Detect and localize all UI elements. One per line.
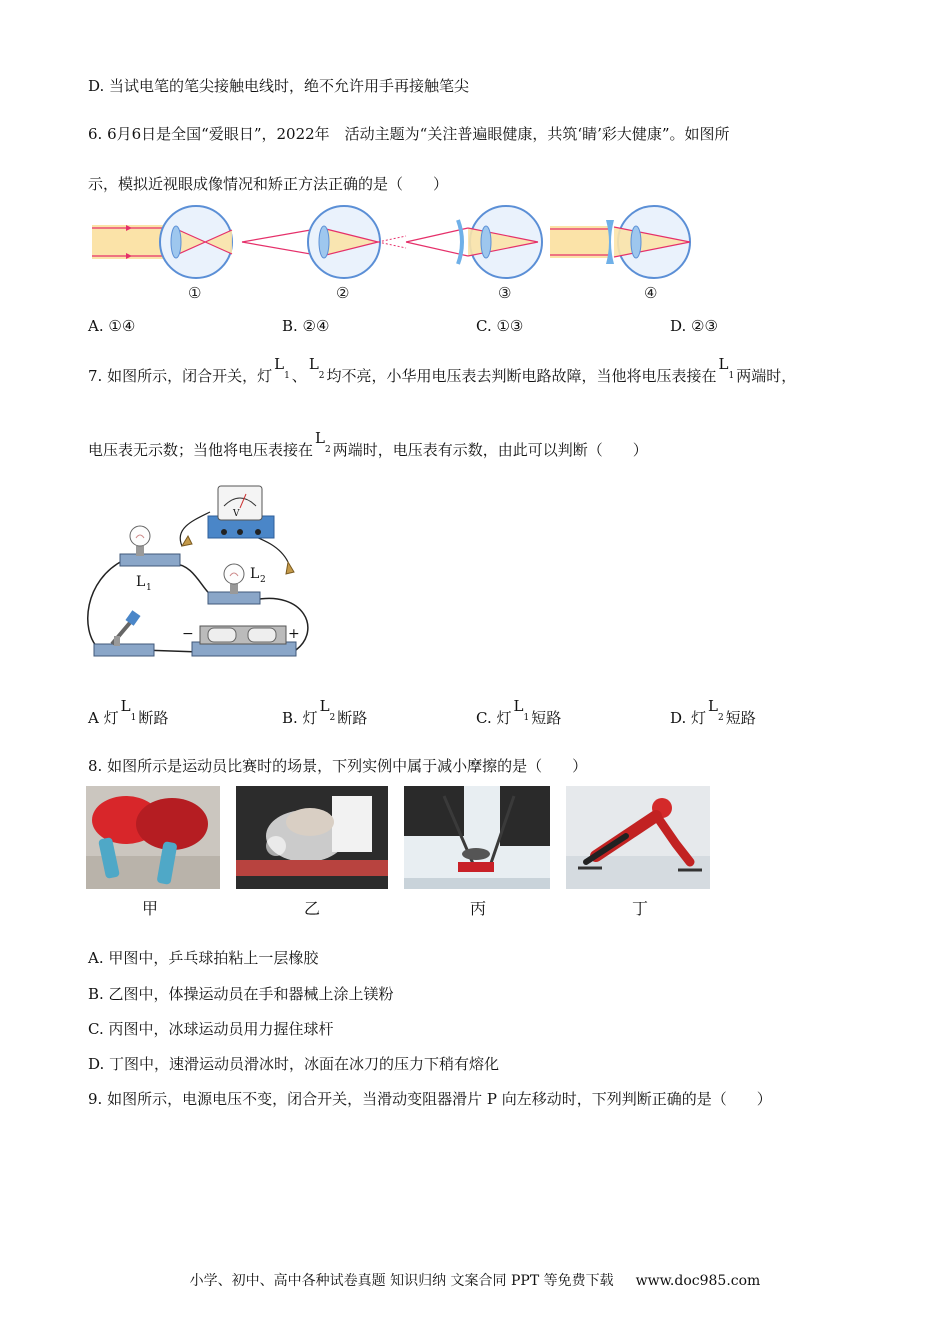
symbol-letter: L bbox=[315, 429, 325, 447]
battery bbox=[192, 626, 296, 656]
symbol-subscript: 1 bbox=[523, 713, 530, 723]
option-text: 断路 bbox=[337, 709, 368, 727]
q6-option-b: B. ②④ bbox=[282, 317, 330, 335]
lamp-l1-letter: L bbox=[136, 574, 146, 590]
symbol-subscript: 1 bbox=[284, 371, 290, 381]
q9-stem: 9. 如图所示，电源电压不变，闭合开关，当滑动变阻器滑片 P 向左移动时，下列判断正确的是（ ） bbox=[88, 1090, 772, 1108]
photo-yi-gymnast-hands bbox=[236, 786, 388, 889]
option-text: C. 灯 bbox=[476, 709, 512, 727]
eye-label-2: ② bbox=[336, 284, 350, 302]
option-text: 断路 bbox=[138, 709, 169, 727]
symbol-subscript: 2 bbox=[329, 713, 336, 723]
footer-url[interactable]: www.doc985.com bbox=[635, 1273, 761, 1289]
option-text: 短路 bbox=[531, 709, 562, 727]
battery-plus: + bbox=[288, 626, 300, 642]
symbol-letter: L bbox=[708, 697, 718, 715]
q7-option-b bbox=[282, 697, 368, 731]
eye-diagram-1 bbox=[92, 206, 232, 278]
eye-label-3: ③ bbox=[498, 284, 512, 302]
eye-label-4: ④ bbox=[644, 284, 658, 302]
symbol-letter: L bbox=[308, 355, 319, 373]
eye-diagram-4 bbox=[550, 206, 690, 278]
q8-option-b: B. 乙图中，体操运动员在手和器械上涂上镁粉 bbox=[88, 985, 394, 1003]
q7-text: 两端时， bbox=[736, 367, 797, 385]
symbol-l1 bbox=[274, 355, 290, 389]
q6-option-a: A. ①④ bbox=[88, 317, 136, 335]
q5-option-d: D. 当试电笔的笔尖接触电线时，绝不允许用手再接触笔尖 bbox=[88, 77, 470, 95]
q7-stem-line2 bbox=[88, 429, 648, 463]
q6-stem-line1: 6. 6月6日是全国“爱眼日”，2022年 活动主题为“关注普遍眼健康，共筑‘睛’彩大健康”。如图所 bbox=[88, 125, 730, 143]
q7-text: 两端时，电压表有示数，由此可以判断（ ） bbox=[332, 441, 648, 459]
symbol-l1 bbox=[718, 355, 735, 389]
symbol-subscript: 2 bbox=[718, 713, 724, 723]
eye-diagram-3 bbox=[406, 206, 542, 278]
option-text: 短路 bbox=[725, 709, 756, 727]
symbol-subscript: 2 bbox=[324, 445, 331, 455]
symbol-subscript: 2 bbox=[318, 371, 325, 381]
circuit-figure bbox=[84, 480, 324, 666]
q7-option-d bbox=[670, 697, 756, 731]
voltmeter-letter: V bbox=[233, 509, 240, 519]
lamp-l1-subscript: 1 bbox=[146, 583, 152, 593]
option-text: A 灯 bbox=[88, 709, 119, 727]
photo-caption-jia: 甲 bbox=[141, 899, 158, 918]
symbol-l2 bbox=[319, 697, 336, 731]
q7-stem-line1 bbox=[88, 355, 797, 389]
footer-text: 小学、初中、高中各种试卷真题 知识归纳 文案合同 PPT 等免费下载 bbox=[189, 1273, 614, 1289]
symbol-letter: L bbox=[513, 697, 524, 715]
q7-text: 均不亮，小华用电压表去判断电路故障，当他将电压表接在 bbox=[326, 367, 717, 385]
symbol-l2 bbox=[315, 429, 331, 463]
symbol-l2 bbox=[708, 697, 724, 731]
option-text: B. 灯 bbox=[282, 709, 318, 727]
q7-text: 电压表无示数；当他将电压表接在 bbox=[88, 441, 314, 459]
lamp-l1 bbox=[120, 526, 180, 566]
q8-option-a: A. 甲图中，乒乓球拍粘上一层橡胶 bbox=[88, 949, 319, 967]
voltmeter bbox=[208, 486, 274, 538]
symbol-letter: L bbox=[120, 697, 131, 715]
q6-stem-line2: 示，模拟近视眼成像情况和矫正方法正确的是（ ） bbox=[88, 175, 449, 193]
battery-minus: − bbox=[182, 626, 194, 642]
eye-label-1: ① bbox=[188, 284, 202, 302]
symbol-l1 bbox=[120, 697, 137, 731]
q8-stem: 8. 如图所示是运动员比赛时的场景，下列实例中属于减小摩擦的是（ ） bbox=[88, 757, 588, 775]
symbol-subscript: 1 bbox=[728, 371, 735, 381]
eye-diagram-2 bbox=[242, 206, 406, 278]
photo-ding-speed-skater bbox=[566, 786, 710, 889]
lamp-l2-subscript: 2 bbox=[260, 575, 266, 585]
q7-text: 7. 如图所示，闭合开关，灯 bbox=[88, 367, 273, 385]
lamp-l2-letter: L bbox=[250, 566, 260, 582]
q6-option-d: D. ②③ bbox=[670, 317, 718, 335]
q8-option-d: D. 丁图中，速滑运动员滑冰时，冰面在冰刀的压力下稍有熔化 bbox=[88, 1055, 500, 1073]
photo-caption-ding: 丁 bbox=[631, 899, 648, 918]
symbol-l2 bbox=[308, 355, 325, 389]
photo-bing-curling bbox=[404, 786, 550, 889]
eye-figure bbox=[86, 200, 706, 308]
q7-option-a bbox=[88, 697, 169, 731]
symbol-subscript: 1 bbox=[130, 713, 137, 723]
photo-jia-paddles bbox=[86, 786, 220, 889]
q6-option-c: C. ①③ bbox=[476, 317, 524, 335]
symbol-letter: L bbox=[274, 355, 285, 373]
page-footer bbox=[0, 1270, 950, 1290]
q7-option-c bbox=[476, 697, 562, 731]
symbol-l1 bbox=[513, 697, 530, 731]
q8-option-c: C. 丙图中，冰球运动员用力握住球杆 bbox=[88, 1020, 334, 1038]
q7-text: 、 bbox=[291, 367, 307, 385]
switch bbox=[94, 610, 154, 656]
photo-caption-bing: 丙 bbox=[469, 899, 486, 918]
photo-caption-yi: 乙 bbox=[303, 899, 320, 918]
symbol-letter: L bbox=[718, 355, 729, 373]
option-text: D. 灯 bbox=[670, 709, 707, 727]
symbol-letter: L bbox=[319, 697, 330, 715]
